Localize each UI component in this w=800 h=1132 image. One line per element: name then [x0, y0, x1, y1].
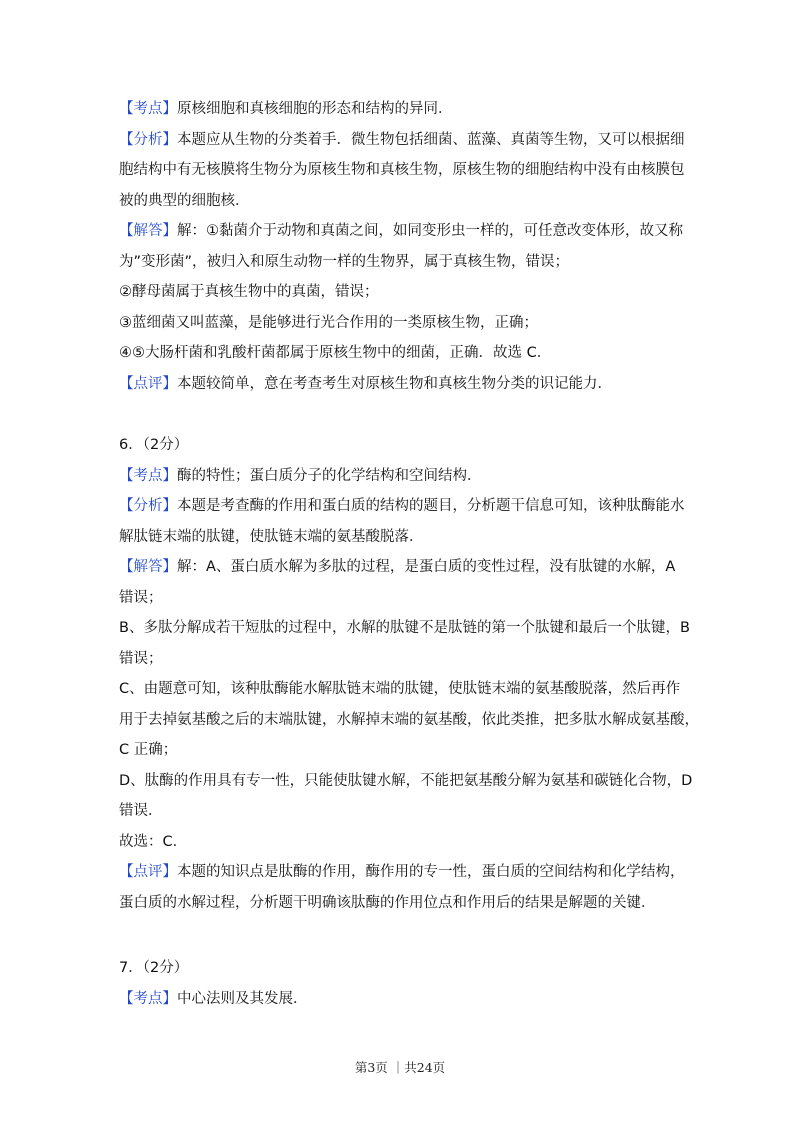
kaodian-tag: 【考点】	[119, 101, 177, 117]
q5-fenxi-line: 被的典型的细胞核．	[119, 192, 250, 209]
q5-fenxi-line: 胞结构中有无核膜将生物分为原核生物和真核生物，原核生物的细胞结构中没有由核膜包	[119, 162, 685, 178]
q5-kaodian: 【考点】原核细胞和真核细胞的形态和结构的异同．	[119, 101, 453, 117]
q6-jieda-line: C、由题意可知，该种肽酶能水解肽链末端的肽键，使肽链末端的氨基酸脱落，然后再作	[119, 681, 681, 697]
dianping-tag: 【点评】	[119, 375, 177, 392]
q6-fenxi-line: 解肽链末端的肽键，使肽链末端的氨基酸脱落．	[119, 528, 424, 545]
q6-jieda-line: D、肽酶的作用具有专一性，只能使肽键水解，不能把氨基酸分解为氨基和碳链化合物，D	[119, 772, 693, 789]
q6-block	[119, 430, 699, 918]
q6-dianping-line: 【点评】本题的知识点是肽酶的作用，酶作用的专一性，蛋白质的空间结构和化学结构，	[119, 864, 685, 880]
dianping-tag: 【点评】	[119, 864, 177, 880]
q6-kaodian: 【考点】酶的特性；蛋白质分子的化学结构和空间结构．	[119, 467, 482, 484]
q5-jieda-line: 为”变形菌”，被归入和原生动物一样的生物界，属于真核生物，错误；	[119, 253, 570, 270]
q6-jieda-line: 错误；	[119, 589, 163, 606]
q5-analysis	[119, 94, 699, 399]
kaodian-tag: 【考点】	[119, 467, 177, 484]
q5-jieda-line: 【解答】解：①黏菌介于动物和真菌之间，如同变形虫一样的，可任意改变体形，故又称	[119, 223, 683, 239]
question-number: 7．（2分）	[119, 960, 189, 976]
q5-jieda-line: ③蓝细菌又叫蓝藻，是能够进行光合作用的一类原核生物，正确；	[119, 314, 538, 331]
q6-jieda-line: C 正确；	[119, 742, 178, 758]
q6-jieda-line: 错误．	[119, 803, 163, 819]
q5-dianping: 【点评】本题较简单，意在考查考生对原核生物和真核生物分类的识记能力．	[119, 375, 612, 392]
fenxi-tag: 【分析】	[119, 131, 177, 148]
jieda-tag: 【解答】	[119, 223, 177, 239]
q6-fenxi-line: 【分析】本题是考查酶的作用和蛋白质的结构的题目，分析题干信息可知，该种肽酶能水	[119, 498, 685, 514]
page-footer: 第3页 ｜共24页	[354, 1060, 446, 1075]
jieda-tag: 【解答】	[119, 559, 177, 575]
q6-jieda-line: 错误；	[119, 650, 163, 667]
q6-jieda-line: B、多肽分解成若干短肽的过程中，水解的肽键不是肽链的第一个肽键和最后一个肽键，B	[119, 620, 690, 636]
question-number: 6．（2分）	[119, 437, 189, 453]
q7-block	[119, 953, 699, 1014]
fenxi-tag: 【分析】	[119, 498, 177, 514]
q5-fenxi-line: 【分析】本题应从生物的分类着手．微生物包括细菌、蓝藻、真菌等生物，又可以根据细	[119, 131, 685, 148]
q6-jieda-line: 用于去掉氨基酸之后的末端肽键，水解掉末端的氨基酸，依此类推，把多肽水解成氨基酸，	[119, 711, 699, 728]
q6-dianping-line: 蛋白质的水解过程，分析题干明确该肽酶的作用位点和作用后的结果是解题的关键．	[119, 894, 656, 911]
q5-jieda-line: ④⑤大肠杆菌和乳酸杆菌都属于原核生物中的细菌，正确．故选 C．	[119, 345, 552, 361]
q6-jieda-line: 故选：C．	[119, 833, 188, 850]
q7-kaodian: 【考点】中心法则及其发展．	[119, 990, 308, 1007]
q6-jieda-line: 【解答】解：A、蛋白质水解为多肽的过程，是蛋白质的变性过程，没有肽键的水解，A	[119, 559, 676, 575]
kaodian-tag: 【考点】	[119, 990, 177, 1007]
q5-jieda-line: ②酵母菌属于真核生物中的真菌，错误；	[119, 284, 379, 300]
